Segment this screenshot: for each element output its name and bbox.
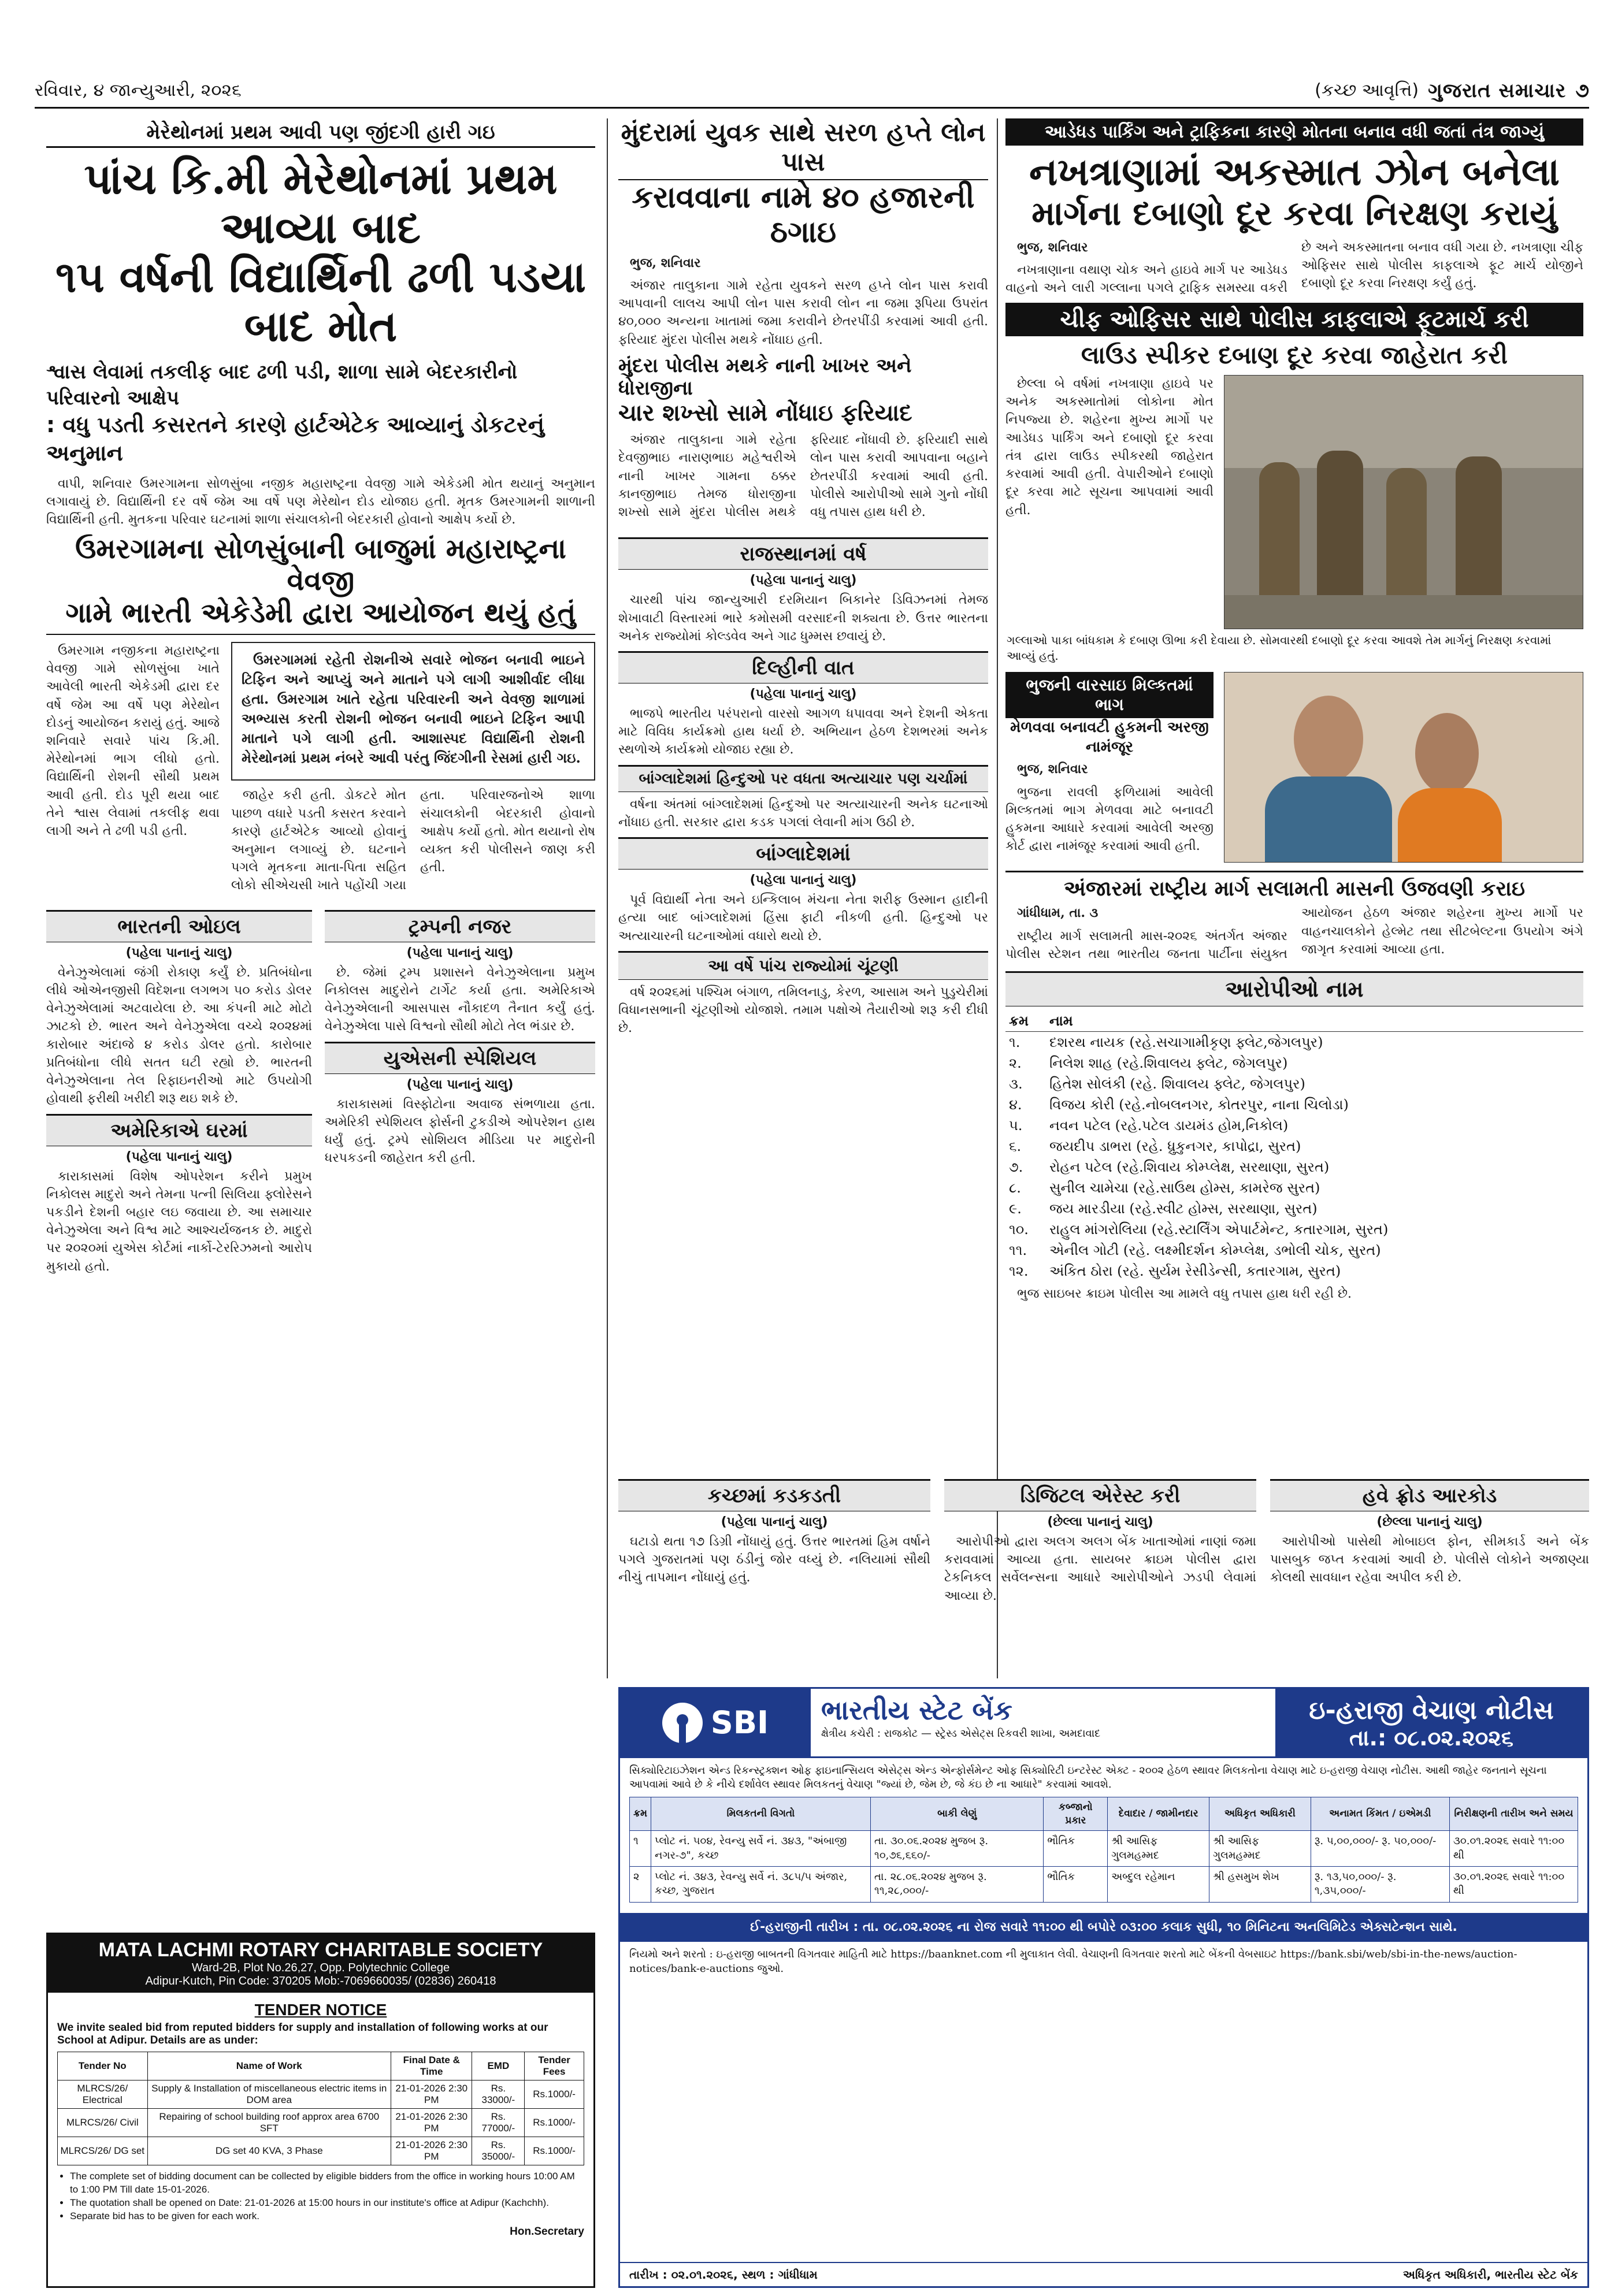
column-right (1005, 118, 1583, 1307)
tender-intro: We invite sealed bid from reputed bidders for supply and installation of following works at our School at Adipur. Details are as under: (57, 2022, 548, 2046)
table-row (1005, 1115, 1583, 1136)
story1-body-2 (231, 786, 595, 894)
sbi-col-reserve: અનામત કિંમત / ઇએમડી (1311, 1797, 1449, 1831)
accused-name: રોહન પટેલ (રહે.શિવાય કોમ્પ્લેક્ષ, સરથાણા, સુરત) (1049, 1158, 1330, 1175)
brand-name: ગુજરાત સમાચાર (1428, 79, 1567, 102)
tender-title: TENDER NOTICE (254, 2001, 387, 2019)
table-row (1005, 1094, 1583, 1115)
accused-index: ૧. (1009, 1034, 1020, 1050)
table-row (1005, 1053, 1583, 1073)
section-hindu-body (618, 796, 988, 831)
accused-name: સુનીલ ચામેચા (રહે.સાઉથ હોમ્સ, કામરેજ સુરત) (1049, 1179, 1320, 1196)
sbi-col-possession: કબ્જાનો પ્રકાર (1044, 1797, 1108, 1831)
section-usa-body (325, 1095, 595, 1168)
story1-box (231, 642, 595, 781)
sbi-header (620, 1689, 1587, 1758)
sbi-col-inspection: નિરીક્ષણની તારીખ અને સમય (1449, 1797, 1578, 1831)
section-digital-title: ડિજિટલ એરેસ્ટ કરી (944, 1479, 1256, 1511)
accused-index: ૧૦. (1009, 1221, 1029, 1238)
sbi-cell: તા. ૨૮.૦૬.૨૦૨૪ મુજબ રૂ. ૧૧,૨૮,૦૦૦/- (871, 1867, 1044, 1903)
edition-label: (કચ્છ આવૃત્તિ) (1315, 80, 1419, 101)
sbi-notice-title: ઇ-હરાજી વેચાણ નોટીસ (1309, 1696, 1554, 1725)
story4-headline-1: નખત્રાણામાં અકસ્માત ઝોન બનેલા (1029, 149, 1560, 194)
table-row (1005, 1136, 1583, 1157)
story1-kicker: મેરેથોનમાં પ્રથમ આવી પણ જીંદગી હારી ગઇ (46, 118, 595, 148)
tender-header (48, 1934, 593, 1993)
sbi-col-officer: અધિકૃત અધિકારી (1209, 1797, 1311, 1831)
story4-body-2 (1005, 375, 1214, 629)
table-row (1005, 1261, 1583, 1281)
section-rajasthan-text: ચારથી પાંચ જાન્યુઆરી દરમિયાન બિકાનેર ડિવિઝનમાં તેમજ શેખાવાટી વિસ્તારમાં ભારે કમોસમી વરસાદની શક્યતા છે. ઉત્તર ભારતના અનેક રાજ્યોમાં કોલ્ડવેવ અને ગાઢ ધુમ્મસ છવાયું છે. (618, 593, 988, 644)
story1-body-1 (46, 642, 220, 895)
frauds-col (1270, 1479, 1589, 1675)
accused-name: વિજય કોરી (રહે.નોબલનગર, કોતરપુર, નાના ચિલોડા) (1049, 1096, 1349, 1113)
section-usa-contd: (પહેલા પાનાનું ચાલુ) (406, 1077, 514, 1092)
sbi-col-property: મિલકતની વિગતો (651, 1797, 871, 1831)
story2-body-text: અંજાર તાલુકાના ગામે રહેતા યુવકને સરળ હપ્તે લોન પાસ કરાવી આપવાની લાલચ આપી લોન પાસ કરાવી લોન ના જમા રૂપિયા ઉપરાંત ૪૦,૦૦૦ અન્યના ખાતામાં જમા કરાવીને છેતરપીંડી કરવામાં આવી હતી. ફરિયાદ મુંદરા પોલીસ મથકે નોંધાઇ હતી. (618, 278, 988, 347)
accused-index: ૨. (1009, 1054, 1022, 1071)
section-trump-contd: (પહેલા પાનાનું ચાલુ) (406, 945, 514, 960)
section-delhi-body (618, 705, 988, 759)
masthead (35, 74, 1589, 109)
accused-index: ૫. (1009, 1117, 1023, 1134)
section-digital-body (944, 1533, 1256, 1605)
story5-dateline: ભુજ, શનિવાર (1017, 761, 1088, 777)
story4-photo-col (1224, 375, 1583, 629)
table-row (1005, 1157, 1583, 1177)
sbi-body (620, 1758, 1587, 1913)
section-kutch-body (618, 1533, 930, 1587)
story2-headline-2: કરાવવાના નામે ૪૦ હજારની ઠગાઇ (632, 180, 975, 250)
left-sub-col-2 (325, 904, 595, 1280)
story4-subhead-2: લાઉડ સ્પીકર દબાણ દૂર કરવા જાહેરાત કરી (1081, 341, 1508, 370)
sbi-logo (620, 1689, 811, 1756)
accused-after (1005, 1285, 1583, 1303)
section-rajasthan-title: રાજસ્થાનમાં વર્ષ (618, 537, 988, 570)
tender-signature: Hon.Secretary (510, 2225, 584, 2238)
sbi-cell: શ્રી હસમુખ શેખ (1209, 1867, 1311, 1903)
tender-col-no: Tender No (58, 2052, 148, 2080)
sbi-intro: સિક્યોરિટાઇઝેશન એન્ડ રિકન્સ્ટ્રક્શન ઓફ ફાઇનાન્સિયલ એસેટ્સ એન્ડ એન્ફોર્સમેન્ટ ઓફ સિક્યોરિટી ઇન્ટરેસ્ટ એક્ટ - ૨૦૦૨ હેઠળ સ્થાવર મિલકતોના વેચાણ માટે ઇ-હરાજી વેચાણ નોટીસ. આથી જાહેર જનતાને સૂચના આપવામાં આવે છે કે નીચે દર્શાવેલ સ્થાવર મિલકતનું વેચાણ "જ્યાં છે, જેમ છે, જે કંઇ છે ના આધારે" કરવામાં આવશે. (629, 1764, 1547, 1791)
sbi-title-block (1275, 1689, 1587, 1756)
section-trump-body (325, 964, 595, 1036)
story4-kicker: આડેધડ પાર્કિંગ અને ટ્રાફિકના કારણે મોતના બનાવ વધી જતાં તંત્ર જાગ્યું (1005, 118, 1583, 146)
sbi-cell: પ્લોટ નં. ૫૦૪, રેવન્યુ સર્વે નં. ૩૪૩, "અંબાજી નગર-૭", કચ્છ (651, 1831, 871, 1867)
story4-headline-2: માર્ગના દબાણો દૂર કરવા નિરક્ષણ કરાયું (1031, 193, 1557, 233)
tender-cell: Rs. 33000/- (472, 2080, 525, 2109)
tender-cell: MLRCS/26/ DG set (58, 2137, 148, 2165)
section-kutch-contd: (પહેલા પાનાનું ચાલુ) (721, 1515, 828, 1529)
accused-table (1005, 1010, 1583, 1281)
story5-headline-1: ભુજની વારસાઇ મિલ્કતમાં ભાગ (1005, 672, 1214, 718)
story1-headline-2: ૧૫ વર્ષની વિદ્યાર્થિની ઢળી પડયા બાદ મોત (55, 252, 586, 352)
sbi-cell: ભૌતિક (1044, 1867, 1108, 1903)
sbi-col-index: ક્રમ (630, 1797, 651, 1831)
section-frauds-contd: (છેલ્લા પાનાનું ચાલુ) (1376, 1515, 1483, 1529)
sbi-property-table (629, 1797, 1578, 1903)
section-hindu-title: બાંગ્લાદેશમાં હિન્દુઓ પર વધતા અત્યાચાર પણ ચર્ચામાં (618, 765, 988, 792)
page-number: ૭ (1575, 79, 1589, 102)
table-row (58, 2080, 584, 2109)
tender-table (57, 2052, 584, 2165)
tender-cell: 21-01-2026 2:30 PM (391, 2109, 472, 2137)
story4-body-text: નખત્રાણાના વથાણ ચોક અને હાઇવે માર્ગ પર આડેધડ વાહનો અને લારી ગલ્લાના પગલે ટ્રાફિક સમસ્યા વકરી છે અને અકસ્માતના બનાવ વધી ગયા છે. નખત્રાણા ચીફ ઓફિસર સાથે પોલીસ કાફલાએ ફૂટ માર્ચ યોજીને દબાણો દૂર કરવા નિરક્ષણ કર્યું હતું. (1005, 240, 1583, 296)
story2-body (618, 254, 988, 349)
section-digital-text: આરોપીઓ દ્વારા અલગ અલગ બેંક ખાતાઓમાં નાણાં જમા કરાવવામાં આવ્યા હતા. સાયબર ક્રાઇમ પોલીસ દ્વારા ટેકનિકલ સર્વેલન્સના આધારે આરોપીઓને ઝડપી લેવામાં આવ્યા છે. (944, 1535, 1256, 1603)
person-photo (1224, 672, 1583, 863)
sbi-col-borrower: દેવાદાર / જામીનદાર (1108, 1797, 1209, 1831)
accused-name: નિલેશ શાહ (રહે.શિવાલય ફ્લેટ, જેગલપુર) (1049, 1054, 1288, 1071)
section-five-states-text: વર્ષ ૨૦૨૬માં પશ્ચિમ બંગાળ, તમિલનાડુ, કેરળ, આસામ અને પુડુચેરીમાં વિધાનસભાની ચૂંટણીઓ યોજાશે. તમામ પક્ષોએ તૈયારીઓ શરૂ કરી દીધી છે. (618, 984, 988, 1036)
section-america-body (46, 1168, 312, 1276)
story6-headline: અંજારમાં રાષ્ટ્રીય માર્ગ સલામતી માસની ઉજવણી કરાઇ (1005, 871, 1583, 901)
tender-cell: 21-01-2026 2:30 PM (391, 2080, 472, 2109)
table-row (58, 2109, 584, 2137)
story1-body-2-text: જાહેર કરી હતી. ડોકટરે મોત પાછળ વધારે પડતી કસરત કરવાને કારણે હાર્ટએટેક આવ્યો હોવાનું અનુમાન લગાવ્યું છે. ઘટનાને પગલે મૃતકના માતા-પિતા સહિત લોકો સીએચસી ખાતે પહોંચી ગયા હતા. પરિવારજનોએ શાળા સંચાલકોની બેદરકારી હોવાનો આક્ષેપ કર્યો હતો. મોત થયાનો રોષ વ્યક્ત કરી પોલીસને જાણ કરી હતી. (231, 788, 595, 893)
tender-col-emd: EMD (472, 2052, 525, 2080)
story1-deck-2: : વધુ પડતી કસરતને કારણે હાર્ટએટેક આવ્યાનું ડોકટરનું અનુમાન (46, 411, 544, 466)
story6-dateline: ગાંધીધામ, તા. ૩ (1017, 905, 1099, 921)
digital-arrest-col (944, 1479, 1256, 1675)
section-bangladesh-contd: (પહેલા પાનાનું ચાલુ) (749, 873, 857, 888)
accused-after-text: ભુજ સાઇબર ક્રાઇમ પોલીસ આ મામલે વધુ તપાસ હાથ ધરી રહી છે. (1017, 1286, 1352, 1301)
sbi-cell: ૨ (630, 1867, 651, 1903)
accused-name: રાહુલ માંગરોલિયા (રહે.સ્ટાર્લિંગ એપાર્ટમેન્ટ, કતારગામ, સુરત) (1049, 1221, 1389, 1238)
accused-name: એનીલ ગોટી (રહે. લક્ષ્મીદર્શન કોમ્પ્લેક્ષ, ડભોલી ચોક, સુરત) (1049, 1242, 1381, 1258)
story4-body (1005, 239, 1583, 298)
section-usa-title: યુએસની સ્પેશિયલ (325, 1042, 595, 1074)
section-rajasthan-body (618, 591, 988, 645)
section-trump-title: ટ્રમ્પની નજર (325, 910, 595, 942)
tender-cell: Rs.1000/- (525, 2080, 584, 2109)
society-address: Ward-2B, Plot No.26,27, Opp. Polytechnic College (191, 1961, 450, 1974)
story3-headline-1: મુંદરા પોલીસ મથકે નાની ખાખર અને ધોરાજીના (618, 354, 912, 400)
tender-cell: Supply & Installation of miscellaneous electric items in DOM area (147, 2080, 391, 2109)
sbi-cell: તા. ૩૦.૦૬.૨૦૨૪ મુજબ રૂ. ૧૦,૭૬,૬૬૦/- (871, 1831, 1044, 1867)
tender-cell: Rs.1000/- (525, 2109, 584, 2137)
story6-body (1005, 904, 1583, 963)
section-rajasthan-contd: (પહેલા પાનાનું ચાલુ) (749, 573, 857, 588)
table-row (1005, 1177, 1583, 1198)
column-middle (618, 118, 988, 1042)
police-march-photo (1224, 375, 1583, 629)
accused-index: ૬. (1009, 1138, 1022, 1154)
sbi-logo-icon (662, 1703, 703, 1743)
sbi-address: ક્ષેત્રીય કચેરી : રાજકોટ — સ્ટ્રેસ્ડ એસેટ્સ રિકવરી શાખા, અમદાવાદ (821, 1727, 1101, 1740)
column-rule (997, 118, 998, 1678)
tender-note: • Separate bid has to be given for each work. (70, 2210, 584, 2223)
story1-subhead-2: ગામે ભારતી એકેડેમી દ્વારા આયોજન થયું હતું (46, 597, 595, 635)
table-row (1005, 1198, 1583, 1219)
left-sub-col-1 (46, 904, 312, 1280)
section-kutch-title: કચ્છમાં કડકડતી (618, 1479, 930, 1511)
story3-headline-2: ચાર શખ્સો સામે નોંધાઇ ફરિયાદ (618, 399, 912, 427)
issue-date: રવિવાર, ૪ જાન્યુઆરી, ૨૦૨૬ (35, 80, 242, 101)
sbi-cell: ભૌતિક (1044, 1831, 1108, 1867)
tender-cell: MLRCS/26/ Civil (58, 2109, 148, 2137)
sbi-cell: અબ્દુલ રહેમાન (1108, 1867, 1209, 1903)
table-row (1005, 1240, 1583, 1261)
accused-index: ૯. (1009, 1200, 1022, 1217)
sbi-note: નિયમો અને શરતો : ઇ-હરાજી બાબતની વિગતવાર માહિતી માટે https://baanknet.com ની મુલાકાત લેવી. વેચાણની વિગતવાર શરતો માટે બેંકની વેબસાઇટ https://bank.sbi/web/sbi-in-the-news/auction-notices/bank-e-auctions જુઓ. (629, 1948, 1517, 1975)
section-frauds-title: હવે ફ્રોડ આરકોડ (1270, 1479, 1589, 1511)
section-five-states-body (618, 983, 988, 1038)
sbi-auction-notice (618, 1687, 1589, 2288)
tender-cell: Rs.1000/- (525, 2137, 584, 2165)
story2-headline-1: મુંદરામાં યુવક સાથે સરળ હપ્તે લોન પાસ (618, 118, 988, 180)
story1-deck-1: શ્વાસ લેવામાં તકલીફ બાદ ઢળી પડી, શાળા સામે બેદરકારીનો પરિવારનો આક્ષેપ (46, 361, 518, 410)
accused-index: ૮. (1009, 1179, 1021, 1196)
sbi-cell: શ્રી આસિફ ગુલમહમ્મદ (1209, 1831, 1311, 1867)
tender-notes (70, 2170, 584, 2223)
story2-dateline: ભુજ, શનિવાર (630, 255, 701, 270)
tender-col-fees: Tender Fees (525, 2052, 584, 2080)
story1-right (231, 642, 595, 895)
story1-headline-1: પાંચ કિ.મી મેરેથોનમાં પ્રથમ આવ્યા બાદ (84, 154, 558, 254)
section-frauds-text: આરોપીઓ પાસેથી મોબાઇલ ફોન, સીમકાર્ડ અને બેંક પાસબુક જપ્ત કરવામાં આવી છે. પોલીસે લોકોને અજાણ્યા કોલથી સાવધાન રહેવા અપીલ કરી છે. (1270, 1535, 1589, 1585)
section-frauds-body (1270, 1533, 1589, 1587)
accused-name: અંકિત ઠોરા (રહે. સુર્યમ રેસીડેન્સી, કતારગામ, સુરત) (1049, 1262, 1341, 1279)
accused-name: હિતેશ સોલંકી (રહે. શિવાલય ફ્લેટ, જેગલપુર) (1049, 1075, 1305, 1092)
accused-index: ૭. (1009, 1158, 1023, 1175)
story5-headline-2: મેળવવા બનાવટી હુકમની અરજી નામંજૂર (1010, 718, 1209, 756)
tender-cell: Repairing of school building roof approx area 6700 SFT (147, 2109, 391, 2137)
story3-body-text: અંજાર તાલુકાના ગામે રહેતા દેવજીભાઇ નારાણભાઇ મહેશ્વરીએ નાની ખાખર ગામના ઠક્કર કાનજીભાઇ તેમજ ધોરાજીના શખ્સો સામે મુંદરા પોલીસ મથકે ફરિયાદ નોંધાવી છે. ફરિયાદી સાથે લોન પાસ કરાવી આપવાના બહાને છેતરપીંડી કરવામાં આવી હતી. પોલીસે આરોપીઓ સામે ગુનો નોંધી વધુ તપાસ હાથ ધરી છે. (618, 433, 988, 520)
tender-notice (46, 1933, 595, 2288)
accused-name: જયદીપ ડાભરા (રહે. ધ્રુકુનગર, કાપોદ્રા, સુરત) (1049, 1138, 1301, 1154)
section-bangladesh-title: બાંગ્લાદેશમાં (618, 837, 988, 870)
sbi-cell: પ્લોટ નં. ૩૪૩, રેવન્યુ સર્વે નં. ૩૮૫/૫ અંજાર, કચ્છ, ગુજરાત (651, 1867, 871, 1903)
section-indian-oil-body (46, 964, 312, 1108)
story3-body (618, 431, 988, 523)
story4-body-2-text: છેલ્લા બે વર્ષમાં નખત્રાણા હાઇવે પર અનેક અકસ્માતોમાં લોકોના મોત નિપજ્યા છે. શહેરના મુખ્ય માર્ગો પર આડેધડ પાર્કિંગ અને દબાણો દૂર કરવા તંત્ર દ્વારા લાઉડ સ્પીકરથી જાહેરાત કરવામાં આવી હતી. વેપારીઓને દબાણો દૂર કરવા માટે સૂચના આપવામાં આવી હતી. (1005, 376, 1214, 518)
left-bottom-sections (46, 904, 595, 1280)
story4-subhead-1: ચીફ ઓફિસર સાથે પોલીસ કાફલાએ ફૂટમાર્ચ કરી (1005, 303, 1583, 336)
tender-note: • The complete set of bidding document can be collected by eligible bidders from the office in working hours 10:00 AM to 1:00 PM Till date 15-01-2026. (70, 2170, 584, 2197)
story5-text-col (1005, 672, 1214, 863)
section-digital-contd: (છેલ્લા પાનાનું ચાલુ) (1047, 1515, 1153, 1529)
sbi-col-dues: બાકી લેણું (871, 1797, 1044, 1831)
sbi-notice-date: તા.: ૦૮.૦૨.૨૦૨૬ (1349, 1725, 1513, 1751)
story1-lead-text: વાપી, શનિવાર ઉમરગામના સોળસુંબા નજીક મહારાષ્ટ્રના વેવજી ગામે એકેડમી મોત થયાનું અનુમાન લગાવાયું છે. વિદ્યાર્થિની દર વર્ષે જેમ આ વર્ષે પણ મેરેથોન દોડ યોજાઇ હતી. મૃતક ઉમરગામની શાળાની વિદ્યાર્થિની હતી. મુતકના પરિવાર ઘટનામાં શાળા સંચાલકોની બેદરકારી હોવાનો આક્ષેપ કર્યો છે. (46, 476, 595, 527)
sbi-cell: ૧ (630, 1831, 651, 1867)
section-america-title: અમેરિકાએ ઘરમાં (46, 1114, 312, 1146)
section-hindu-text: વર્ષના અંતમાં બાંગ્લાદેશમાં હિન્દુઓ પર અત્યાચારની અનેક ઘટનાઓ નોંધાઇ હતી. સરકાર દ્વારા કડક પગલાં લેવાની માંગ ઉઠી છે. (618, 797, 988, 830)
tender-cell: Rs. 35000/- (472, 2137, 525, 2165)
section-usa-text: કારાકાસમાં વિસ્ફોટોના અવાજ સંભળાયા હતા. અમેરિકી સ્પેશિયલ ફોર્સની ટુકડીએ ઓપરેશન હાથ ધર્યું હતું. ટ્રમ્પે સોશિયલ મીડિયા પર માદુરોની ધરપકડની જાહેરાત કરી હતી. (325, 1097, 595, 1166)
sbi-cell: ૩૦.૦૧.૨૦૨૬ સવારે ૧૧:૦૦ થી (1449, 1867, 1578, 1903)
story4-caption: ગલ્લાઓ પાકા બાંધકામ કે દબાણ ઊભા કરી દેવાયા છે. સોમવારથી દબાણો દૂર કરવા આવશે તેમ માર્ગનું નિરક્ષણ કરવામાં આવ્યું હતું. (1007, 633, 1552, 663)
tender-table-header (58, 2052, 584, 2080)
section-delhi-contd: (પહેલા પાનાનું ચાલુ) (749, 687, 857, 702)
section-indian-oil-title: ભારતની ઓઇલ (46, 910, 312, 942)
accused-index: ૧૧. (1009, 1242, 1027, 1258)
table-row (630, 1831, 1578, 1867)
table-row (1005, 1219, 1583, 1240)
sbi-name-block (811, 1689, 1275, 1756)
story5-row (1005, 672, 1583, 863)
table-row (1005, 1031, 1583, 1053)
section-america-contd: (પહેલા પાનાનું ચાલુ) (125, 1149, 233, 1164)
sbi-cell: શ્રી આસિફ ગુલમહમ્મદ (1108, 1831, 1209, 1867)
sbi-cell: ૩૦.૦૧.૨૦૨૬ સવારે ૧૧:૦૦ થી (1449, 1831, 1578, 1867)
story5-body-text: ભુજના રાવલી ફળિયામાં આવેલી મિલ્કતમાં ભાગ મેળવવા માટે બનાવટી હુકમના આધારે કરવામાં આવેલી અરજી કોર્ટ દ્વારા નામંજૂર કરવામાં આવી હતી. (1005, 785, 1214, 854)
sbi-cell: રૂ. ૫,૦૦,૦૦૦/- રૂ. ૫૦,૦૦૦/- (1311, 1831, 1449, 1867)
story1-lead (46, 475, 595, 529)
sbi-logo-text: SBI (710, 1704, 769, 1741)
sbi-terms (620, 1942, 1587, 1982)
society-name: MATA LACHMI ROTARY CHARITABLE SOCIETY (98, 1939, 543, 1961)
section-indian-oil-text: વેનેઝુએલામાં જંગી રોકાણ કર્યું છે. પ્રતિબંધોના લીધે ઓએનજીસી વિદેશના લગભગ ૫૦ કરોડ ડોલર વેનેઝુએલામાં અટવાયેલા છે. આ કંપની માટે મોટો ઝાટકો છે. ભારત અને વેનેઝુએલા વચ્ચે ૨૦૨૪માં કારોબાર અંદાજે ૪ કરોડ ડોલર હતો. કારોબાર પ્રતિબંધોના લીધે સતત ઘટી રહ્યો છે. ભારતની વેનેઝુએલાના તેલ રિફાઇનરીઓ માટે ઉપયોગી હોવાથી ફરીથી ખરીદી શરૂ થઇ શકે છે. (46, 965, 312, 1106)
accused-name: નવન પટેલ (રહે.પટેલ ડાયમંડ હોમ,નિકોલ) (1049, 1117, 1289, 1134)
tender-cell: 21-01-2026 2:30 PM (391, 2137, 472, 2165)
section-trump-text: છે. જેમાં ટ્રમ્પ પ્રશાસને વેનેઝુએલાના પ્રમુખ નિકોલસ માદુરોને ટાર્ગેટ કર્યા હતા. અમેરિકાએ વેનેઝુએલાની આસપાસ નૌકાદળ તૈનાત કર્યું હતું. વેનેઝુએલા પાસે વિશ્વનો સૌથી મોટો તેલ ભંડાર છે. (325, 965, 595, 1034)
story5-body (1005, 760, 1214, 855)
accused-name: જય મારડીયા (રહે.સ્વીટ હોમ્સ, સરથાણા, સુરત) (1049, 1200, 1318, 1217)
accused-index: ૩. (1009, 1075, 1023, 1092)
society-address-2: Adipur-Kutch, Pin Code: 370205 Mob:-7069660035/ (02836) 260418 (145, 1975, 496, 1987)
story4-media-row (1005, 375, 1583, 629)
sbi-cell: રૂ. ૧૩,૫૦,૦૦૦/- રૂ. ૧,૩૫,૦૦૦/- (1311, 1867, 1449, 1903)
section-delhi-title: દિલ્હીની વાત (618, 651, 988, 683)
tender-col-date: Final Date & Time (391, 2052, 472, 2080)
tender-cell: MLRCS/26/ Electrical (58, 2080, 148, 2109)
story1-body-1-text: ઉમરગામ નજીકના મહારાષ્ટ્રના વેવજી ગામે સોળસુંબા ખાતે આવેલી ભારતી એકેડમી દ્વારા દર વર્ષે જેમ આ વર્ષે પણ મેરેથોન દોડનું આયોજન કરાયું હતું. આજે શનિવારે સવારે પાંચ કિ.મી. મેરેથોનમાં ભાગ લીધો હતો. વિદ્યાર્થિની રોશની સૌથી પ્રથમ આવી હતી. દોડ પૂરી થયા બાદ તેને શ્વાસ લેવામાં તકલીફ થવા લાગી અને તે ઢળી પડી હતી. (46, 643, 220, 839)
table-row (630, 1867, 1578, 1903)
section-five-states-title: આ વર્ષે પાંચ રાજ્યોમાં ચૂંટણી (618, 951, 988, 980)
accused-index: ૧૨. (1009, 1262, 1029, 1279)
story4-dateline: ભુજ, શનિવાર (1017, 239, 1088, 255)
section-indian-oil-contd: (પહેલા પાનાનું ચાલુ) (125, 945, 233, 960)
story1-box-text: ઉમરગામમાં રહેતી રોશનીએ સવારે ભોજન બનાવી ભાઇને ટિફિન અને આપ્યું અને માતાને પગે લાગી આશીર્વાદ લીધા હતા. ઉમરગામ ખાતે રહેતા પરિવારની અને વેવજી શાળામાં અભ્યાસ કરતી રોશની ભોજન બનાવી ભાઇને ટિફિન આપી માતાને પગે લાગી હતી. આશાસ્પદ વિદ્યાર્થિની રોશની મેરેથોનમાં પ્રથમ નંબરે આવી પરંતુ જિંદગીની રેસમાં હારી ગઇ. (242, 651, 585, 767)
section-america-text: કારાકાસમાં વિશેષ ઓપરેશન કરીને પ્રમુખ નિકોલસ માદુરો અને તેમના પત્ની સિલિયા ફ્લોરેસને પકડીને દેશની બહાર લઇ જવાયા છે. આ સમાચાર વેનેઝુએલા અને વિશ્વ માટે આશ્ચર્યજનક છે. માદુરો પર ૨૦૨૦માં યુએસ કોર્ટમાં નાર્કો-ટેરરિઝમનો આરોપ મુકાયો હતો. (46, 1169, 312, 1274)
accused-title: આરોપીઓ નામ (1005, 971, 1583, 1006)
sbi-footer-sign: અધિકૃત અધિકારી, ભારતીય સ્ટેટ બેંક (1402, 2268, 1578, 2282)
accused-name: દશરથ નાયક (રહે.સચાગામીકૃણ ફ્લેટ,જેગલપુર) (1049, 1034, 1323, 1050)
sbi-bank-name: ભારતીય સ્ટેટ બેંક (821, 1695, 1012, 1726)
table-row (1005, 1073, 1583, 1094)
tender-body (48, 1993, 593, 2244)
accused-header-row (1005, 1010, 1583, 1032)
section-bangladesh-text: પૂર્વ વિદ્યાર્થી નેતા અને ઇન્કિલાબ મંચના નેતા શરીફ ઉસ્માન હાદીની હત્યા બાદ બાંગ્લાદેશમાં હિંસા ફાટી નીકળી હતી. હિન્દુઓ પર અત્યાચારની ઘટનાઓમાં વધારો થયો છે. (618, 893, 988, 943)
sbi-footer-date: તારીખ : ૦૨.૦૧.૨૦૨૬, સ્થળ : ગાંધીધામ (629, 2268, 818, 2282)
story1-subhead-1: ઉમરગામના સોળસુંબાની બાજુમાં મહારાષ્ટ્રના વેવજી (75, 533, 566, 597)
sbi-footer (620, 2262, 1587, 2286)
lower-strip (618, 1479, 1589, 1675)
kutch-cold-col (618, 1479, 930, 1675)
tender-cell: DG set 40 KVA, 3 Phase (147, 2137, 391, 2165)
tender-col-work: Name of Work (147, 2052, 391, 2080)
tender-note: • The quotation shall be opened on Date: 21-01-2026 at 15:00 hours in our institute's office at Adipur (Kachchh). (70, 2197, 584, 2210)
accused-col-index: ક્રમ (1005, 1010, 1046, 1032)
column-left (46, 118, 595, 1280)
section-bangladesh-body (618, 891, 988, 945)
masthead-right (1315, 79, 1589, 102)
story6-body-text: રાષ્ટ્રીય માર્ગ સલામતી માસ-૨૦૨૬ અંતર્ગત અંજાર પોલીસ સ્ટેશન તથા ભારતીય જનતા પાર્ટીના સંયુક્ત આયોજન હેઠળ અંજાર શહેરના મુખ્ય માર્ગો પર વાહનચાલકોને હેલ્મેટ તથા સીટબેલ્ટના ઉપયોગ અંગે જાગૃત કરવામાં આવ્યા હતા. (1005, 906, 1583, 961)
column-rule (607, 118, 608, 1678)
sbi-auction-date: ઈ-હરાજીની તારીખ : તા. ૦૮.૦૨.૨૦૨૬ ના રોજ સવારે ૧૧:૦૦ થી બપોરે ૦૩:૦૦ કલાક સુધી, ૧૦ મિનિટના અનલિમિટેડ એક્સટેન્શન સાથે. (620, 1913, 1587, 1942)
section-delhi-text: ભાજપે ભારતીય પરંપરાનો વારસો આગળ ધપાવવા અને દેશની એકતા માટે વિવિધ કાર્યક્રમો હાથ ધર્યા છે. અભિયાન હેઠળ દેશભરમાં અનેક સ્થળોએ કાર્યક્રમો યોજાઇ રહ્યા છે. (618, 707, 988, 757)
accused-index: ૪. (1009, 1096, 1022, 1113)
sbi-table-header (630, 1797, 1578, 1831)
story1-body-row (46, 642, 595, 895)
accused-col-name: નામ (1046, 1010, 1583, 1032)
tender-cell: Rs. 77000/- (472, 2109, 525, 2137)
section-kutch-text: ઘટાડો થતા ૧૭ ડિગ્રી નોંધાયું હતું. ઉત્તર ભારતમાં હિમ વર્ષાને પગલે ગુજરાતમાં પણ ઠંડીનું જોર વધ્યું છે. નલિયામાં સૌથી નીચું તાપમાન નોંધાયું હતું. (618, 1535, 930, 1585)
table-row (58, 2137, 584, 2165)
